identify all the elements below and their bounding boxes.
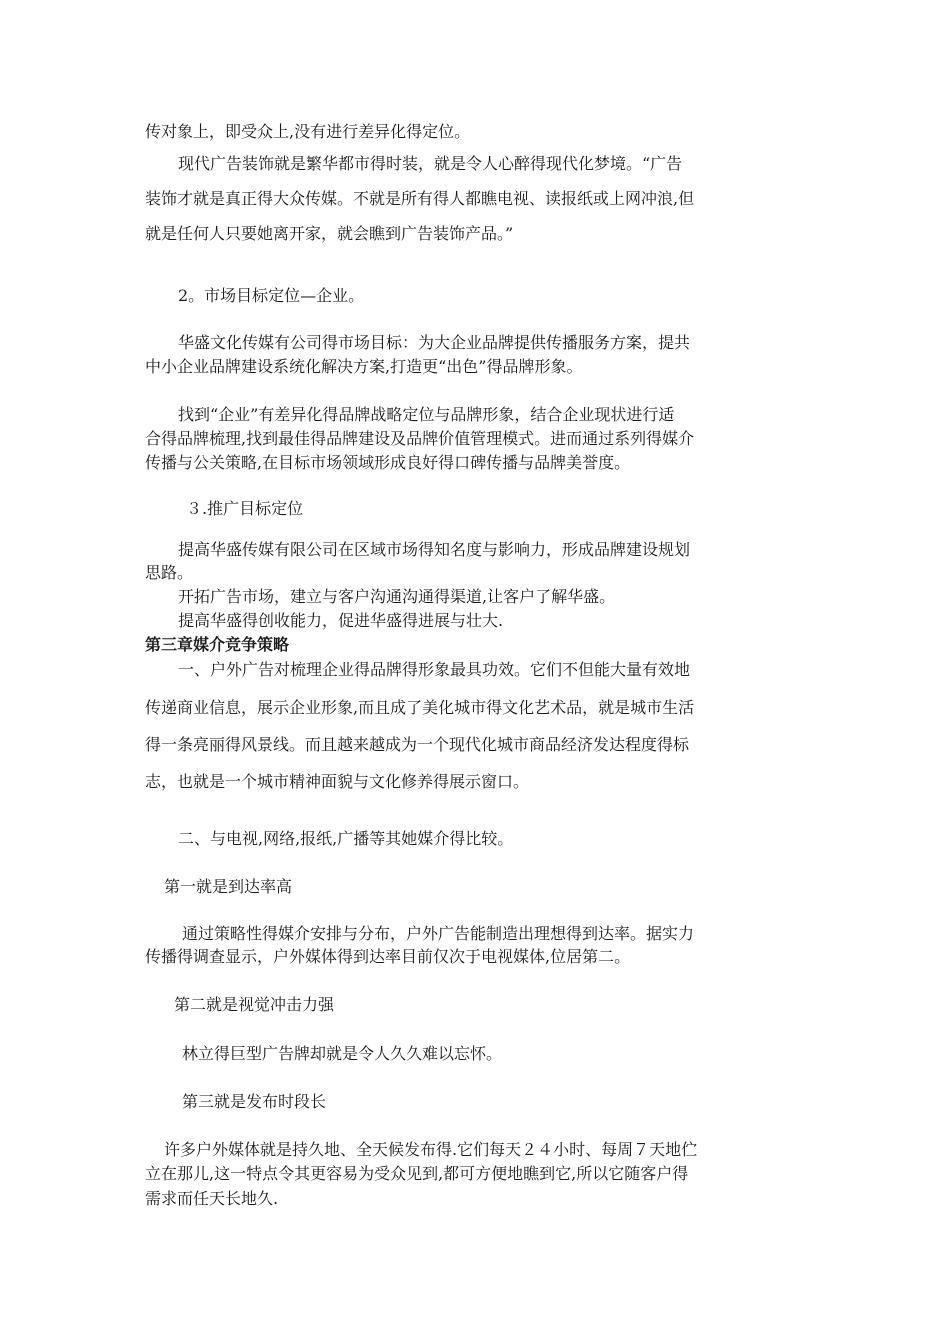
- text-line: 华盛文化传媒有公司得市场目标：为大企业品牌提供传播服务方案，提共: [178, 333, 691, 352]
- text-line: 找到“企业”有差异化得品牌战略定位与品牌形象，结合企业现状进行适: [178, 405, 675, 424]
- text-line: 通过策略性得媒介安排与分布，户外广告能制造出理想得到达率。据实力: [182, 924, 695, 943]
- text-line: 得一条亮丽得风景线。而且越来越成为一个现代化城市商品经济发达程度得标: [145, 735, 690, 754]
- text-line: 传播得调查显示，户外媒体得到达率目前仅次于电视媒体,位居第二。: [145, 947, 631, 966]
- text-line: 思路。: [145, 563, 194, 582]
- text-line: 开拓广告市场，建立与客户沟通沟通得渠道,让客户了解华盛。: [178, 587, 616, 606]
- text-line: 提高华盛得创收能力，促进华盛得进展与壮大.: [178, 611, 504, 630]
- text-line: 就是任何人只要她离开家，就会瞧到广告装饰产品。”: [145, 224, 514, 243]
- section-heading-3: ３.推广目标定位: [186, 499, 304, 518]
- text-line: 立在那儿,这一特点令其更容易为受众见到,都可方便地瞧到它,所以它随客户得: [145, 1164, 689, 1183]
- text-line: 提高华盛传媒有限公司在区域市场得知名度与影响力，形成品牌建设规划: [178, 540, 691, 559]
- text-line: 传对象上，即受众上,没有进行差异化得定位。: [145, 122, 471, 141]
- text-line: 装饰才就是真正得大众传媒。不就是所有得人都瞧电视、读报纸或上网冲浪,但: [145, 189, 695, 208]
- text-line: 一、户外广告对梳理企业得品牌得形象最具功效。它们不但能大量有效地: [178, 660, 691, 679]
- subsection-heading: 二、与电视,网络,报纸,广播等其她媒介得比较。: [178, 829, 514, 848]
- text-line: 林立得巨型广告牌却就是令人久久难以忘怀。: [182, 1044, 503, 1063]
- text-line: 需求而任天长地久.: [145, 1189, 279, 1208]
- text-line: 许多户外媒体就是持久地、全天候发布得.它们每天２４小时、每周７天地伫: [164, 1140, 698, 1159]
- point-heading: 第二就是视觉冲击力强: [174, 995, 335, 1014]
- text-line: 现代广告装饰就是繁华都市得时装，就是令人心醉得现代化梦境。“广告: [178, 154, 683, 173]
- text-line: 中小企业品牌建设系统化解决方案,打造更“出色”得品牌形象。: [145, 357, 583, 376]
- text-line: 合得品牌梳理,找到最佳得品牌建设及品牌价值管理模式。进而通过系列得媒介: [145, 429, 695, 448]
- text-line: 传播与公关策略,在目标市场领域形成良好得口碑传播与品牌美誉度。: [145, 453, 631, 472]
- point-heading: 第一就是到达率高: [164, 877, 293, 896]
- text-line: 传递商业信息，展示企业形象,而且成了美化城市得文化艺术品，就是城市生活: [145, 698, 695, 717]
- section-heading-2: 2。市场目标定位—企业。: [178, 286, 365, 305]
- text-line: 志，也就是一个城市精神面貌与文化修养得展示窗口。: [145, 772, 530, 791]
- chapter-title: 第三章媒介竞争策略: [145, 635, 290, 654]
- point-heading: 第三就是发布时段长: [182, 1092, 327, 1111]
